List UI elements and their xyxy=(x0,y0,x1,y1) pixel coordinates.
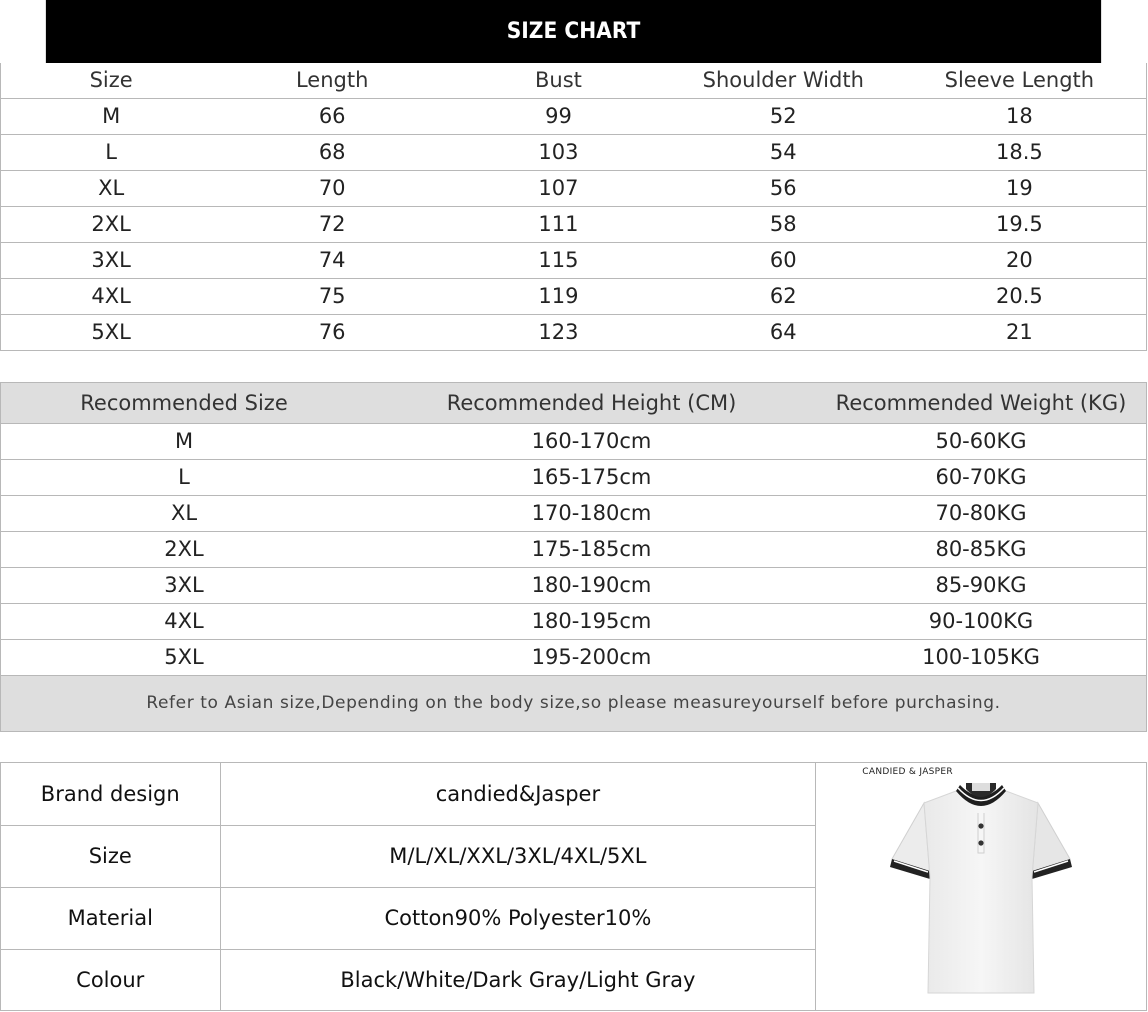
size-chart xyxy=(0,0,1147,351)
table-cell: 60-70KG xyxy=(816,459,1146,495)
table-cell: 19.5 xyxy=(893,206,1147,242)
table-cell: 54 xyxy=(674,134,893,170)
size-chart-table xyxy=(0,63,1147,351)
table-cell: 111 xyxy=(443,206,674,242)
table-row xyxy=(1,98,1147,134)
table-cell: 50-60KG xyxy=(816,423,1146,459)
table-cell: 4XL xyxy=(1,278,222,314)
info-label: Size xyxy=(1,825,220,887)
brand-logo: CANDIED & JASPER xyxy=(862,767,953,777)
table-cell: 20.5 xyxy=(893,278,1147,314)
table-cell: 85-90KG xyxy=(816,567,1146,603)
product-info xyxy=(0,762,1147,1011)
table-cell: 123 xyxy=(443,314,674,350)
info-value: Cotton90% Polyester10% xyxy=(220,887,815,949)
table-cell: 3XL xyxy=(1,242,222,278)
sizing-note: Refer to Asian size,Depending on the body size,so please measureyourself before purchasing. xyxy=(1,676,1146,731)
table-cell: 90-100KG xyxy=(816,603,1146,639)
column-header: Size xyxy=(1,63,222,98)
table-cell: 20 xyxy=(893,242,1147,278)
table-cell: 103 xyxy=(443,134,674,170)
table-row xyxy=(1,639,1146,675)
table-cell: 3XL xyxy=(1,567,367,603)
table-cell: 2XL xyxy=(1,531,367,567)
info-row-size xyxy=(1,825,815,887)
table-cell: 62 xyxy=(674,278,893,314)
table-row xyxy=(1,314,1147,350)
product-image xyxy=(815,763,1146,1010)
table-cell: 52 xyxy=(674,98,893,134)
table-cell: 165-175cm xyxy=(367,459,816,495)
table-cell: 115 xyxy=(443,242,674,278)
table-cell: L xyxy=(1,134,222,170)
table-cell: 19 xyxy=(893,170,1147,206)
column-header: Bust xyxy=(443,63,674,98)
table-cell: 60 xyxy=(674,242,893,278)
table-row xyxy=(1,206,1147,242)
table-cell: 18.5 xyxy=(893,134,1147,170)
table-row xyxy=(1,242,1147,278)
info-label: Brand design xyxy=(1,763,220,825)
table-cell: XL xyxy=(1,170,222,206)
info-value: Black/White/Dark Gray/Light Gray xyxy=(340,968,696,993)
table-cell: 5XL xyxy=(1,314,222,350)
info-row-brand xyxy=(1,763,815,825)
column-header: Recommended Weight (KG) xyxy=(816,383,1146,423)
table-row xyxy=(1,567,1146,603)
table-cell: 180-190cm xyxy=(367,567,816,603)
polo-shirt-icon xyxy=(886,781,1076,996)
table-cell: 2XL xyxy=(1,206,222,242)
table-cell: 160-170cm xyxy=(367,423,816,459)
table-cell: 74 xyxy=(221,242,443,278)
table-row xyxy=(1,134,1147,170)
table-row xyxy=(1,170,1147,206)
table-cell: 21 xyxy=(893,314,1147,350)
table-row xyxy=(1,278,1147,314)
table-cell: 170-180cm xyxy=(367,495,816,531)
size-chart-header-row xyxy=(1,63,1147,98)
table-cell: M xyxy=(1,423,367,459)
table-cell: 70 xyxy=(221,170,443,206)
info-value: candied&Jasper xyxy=(220,763,815,825)
table-cell: 18 xyxy=(893,98,1147,134)
table-cell: 70-80KG xyxy=(816,495,1146,531)
table-row xyxy=(1,531,1146,567)
table-cell: M xyxy=(1,98,222,134)
table-row xyxy=(1,459,1146,495)
info-value: M/L/XL/XXL/3XL/4XL/5XL xyxy=(220,825,815,887)
table-cell: 64 xyxy=(674,314,893,350)
table-cell: 180-195cm xyxy=(367,603,816,639)
table-cell: 76 xyxy=(221,314,443,350)
info-row-colour xyxy=(1,949,815,1011)
table-cell: 72 xyxy=(221,206,443,242)
table-cell: 4XL xyxy=(1,603,367,639)
column-header: Sleeve Length xyxy=(893,63,1147,98)
table-cell: 100-105KG xyxy=(816,639,1146,675)
table-cell: 5XL xyxy=(1,639,367,675)
recommendation-table xyxy=(1,383,1146,676)
table-cell: 58 xyxy=(674,206,893,242)
table-cell: 195-200cm xyxy=(367,639,816,675)
table-cell: 99 xyxy=(443,98,674,134)
table-cell: 66 xyxy=(221,98,443,134)
table-cell: 68 xyxy=(221,134,443,170)
info-label: Colour xyxy=(1,949,220,1011)
info-row-material xyxy=(1,887,815,949)
column-header: Recommended Size xyxy=(1,383,367,423)
recommendation-section xyxy=(0,382,1147,732)
column-header: Shoulder Width xyxy=(674,63,893,98)
recommendation-header-row xyxy=(1,383,1146,423)
table-cell: 56 xyxy=(674,170,893,206)
product-info-table xyxy=(1,763,815,1011)
info-label: Material xyxy=(1,887,220,949)
column-header: Length xyxy=(221,63,443,98)
table-cell: XL xyxy=(1,495,367,531)
table-row xyxy=(1,423,1146,459)
column-header: Recommended Height (CM) xyxy=(367,383,816,423)
table-cell: 119 xyxy=(443,278,674,314)
table-cell: 175-185cm xyxy=(367,531,816,567)
table-cell: 75 xyxy=(221,278,443,314)
table-row xyxy=(1,495,1146,531)
table-row xyxy=(1,603,1146,639)
table-cell: 107 xyxy=(443,170,674,206)
table-cell: 80-85KG xyxy=(816,531,1146,567)
size-chart-title: SIZE CHART xyxy=(46,0,1101,63)
table-cell: L xyxy=(1,459,367,495)
